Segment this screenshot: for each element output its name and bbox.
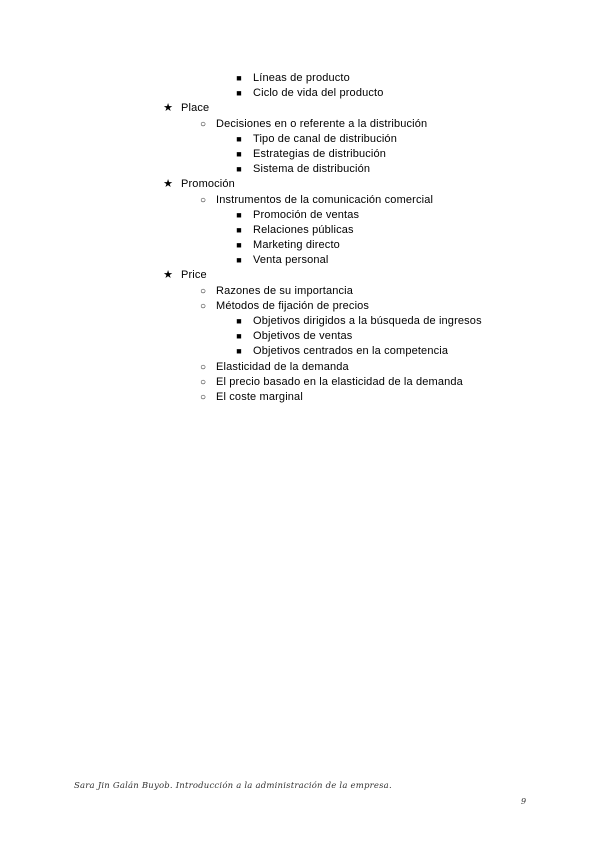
square-bullet-icon: ■ (236, 316, 242, 326)
outline-item-text: Objetivos dirigidos a la búsqueda de ingresos (253, 315, 482, 327)
outline-item-level-1 (0, 268, 600, 283)
circle-bullet-icon: ○ (199, 285, 207, 297)
circle-bullet-icon: ○ (199, 391, 207, 403)
square-bullet-icon: ■ (236, 164, 242, 175)
outline-item-level-3 (0, 238, 600, 253)
square-bullet-icon: ■ (236, 133, 242, 144)
outline-item-level-3 (0, 162, 600, 177)
outline-item-text: Estrategias de distribución (253, 147, 387, 160)
outline-item-level-2 (0, 117, 600, 132)
outline-item-level-3 (0, 71, 600, 86)
outline-item-level-3 (0, 147, 600, 162)
star-bullet-icon: ★ (163, 269, 173, 282)
square-bullet-icon: ■ (236, 224, 242, 235)
outline-list (0, 71, 600, 405)
outline-item-text: Promoción (181, 178, 235, 191)
outline-item-text: Place (181, 102, 210, 115)
outline-item-level-2 (0, 299, 600, 314)
outline-item-level-3 (0, 132, 600, 147)
square-bullet-icon: ■ (236, 346, 242, 357)
outline-item-text: Ciclo de vida del producto (253, 87, 384, 100)
outline-item-text: Elasticidad de la demanda (216, 360, 349, 373)
outline-item-level-1 (0, 177, 600, 192)
outline-item-level-2 (0, 360, 600, 375)
square-bullet-icon: ■ (236, 73, 242, 83)
circle-bullet-icon: ○ (199, 194, 207, 206)
outline-item-level-2 (0, 375, 600, 390)
circle-bullet-icon: ○ (199, 300, 207, 312)
circle-bullet-icon: ○ (199, 361, 207, 373)
outline-item-text: Razones de su importancia (216, 284, 354, 297)
outline-item-level-3 (0, 208, 600, 223)
outline-item-level-1 (0, 101, 600, 116)
page-number: 9 (521, 797, 527, 806)
outline-item-text: Relaciones públicas (253, 223, 354, 236)
outline-item-text: Instrumentos de la comunicación comercial (216, 193, 434, 206)
circle-bullet-icon: ○ (199, 118, 207, 130)
outline-item-text: Líneas de producto (253, 72, 350, 84)
square-bullet-icon: ■ (236, 209, 242, 220)
square-bullet-icon: ■ (236, 331, 242, 342)
outline-item-text: Promoción de ventas (253, 208, 360, 221)
outline-item-level-3 (0, 223, 600, 238)
square-bullet-icon: ■ (236, 240, 242, 251)
circle-bullet-icon: ○ (199, 376, 207, 388)
outline-item-text: El coste marginal (216, 390, 303, 403)
outline-item-text: Tipo de canal de distribución (253, 132, 397, 145)
outline-item-text: Decisiones en o referente a la distribución (216, 117, 428, 130)
square-bullet-icon: ■ (236, 88, 242, 99)
outline-item-level-3 (0, 344, 600, 359)
outline-item-level-2 (0, 193, 600, 208)
square-bullet-icon: ■ (236, 255, 242, 266)
star-bullet-icon: ★ (163, 178, 173, 191)
outline-item-level-2 (0, 284, 600, 299)
star-bullet-icon: ★ (163, 102, 173, 115)
outline-item-text: Sistema de distribución (253, 163, 371, 176)
outline-item-text: El precio basado en la elasticidad de la demanda (216, 375, 463, 388)
square-bullet-icon: ■ (236, 148, 242, 159)
outline-item-text: Objetivos de ventas (253, 330, 353, 343)
outline-item-text: Price (181, 269, 207, 282)
outline-item-level-3 (0, 86, 600, 101)
outline-item-text: Marketing directo (253, 239, 340, 252)
outline-item-level-3 (0, 253, 600, 268)
outline-item-text: Venta personal (253, 254, 329, 267)
outline-item-text: Objetivos centrados en la competencia (253, 345, 449, 358)
outline-item-level-3 (0, 329, 600, 344)
outline-item-level-2 (0, 390, 600, 405)
outline-item-level-3 (0, 314, 600, 329)
outline-item-text: Métodos de fijación de precios (216, 299, 370, 312)
footer-author-note: Sara Jin Galán Buyob. Introducción a la administración de la empresa. (74, 781, 392, 791)
